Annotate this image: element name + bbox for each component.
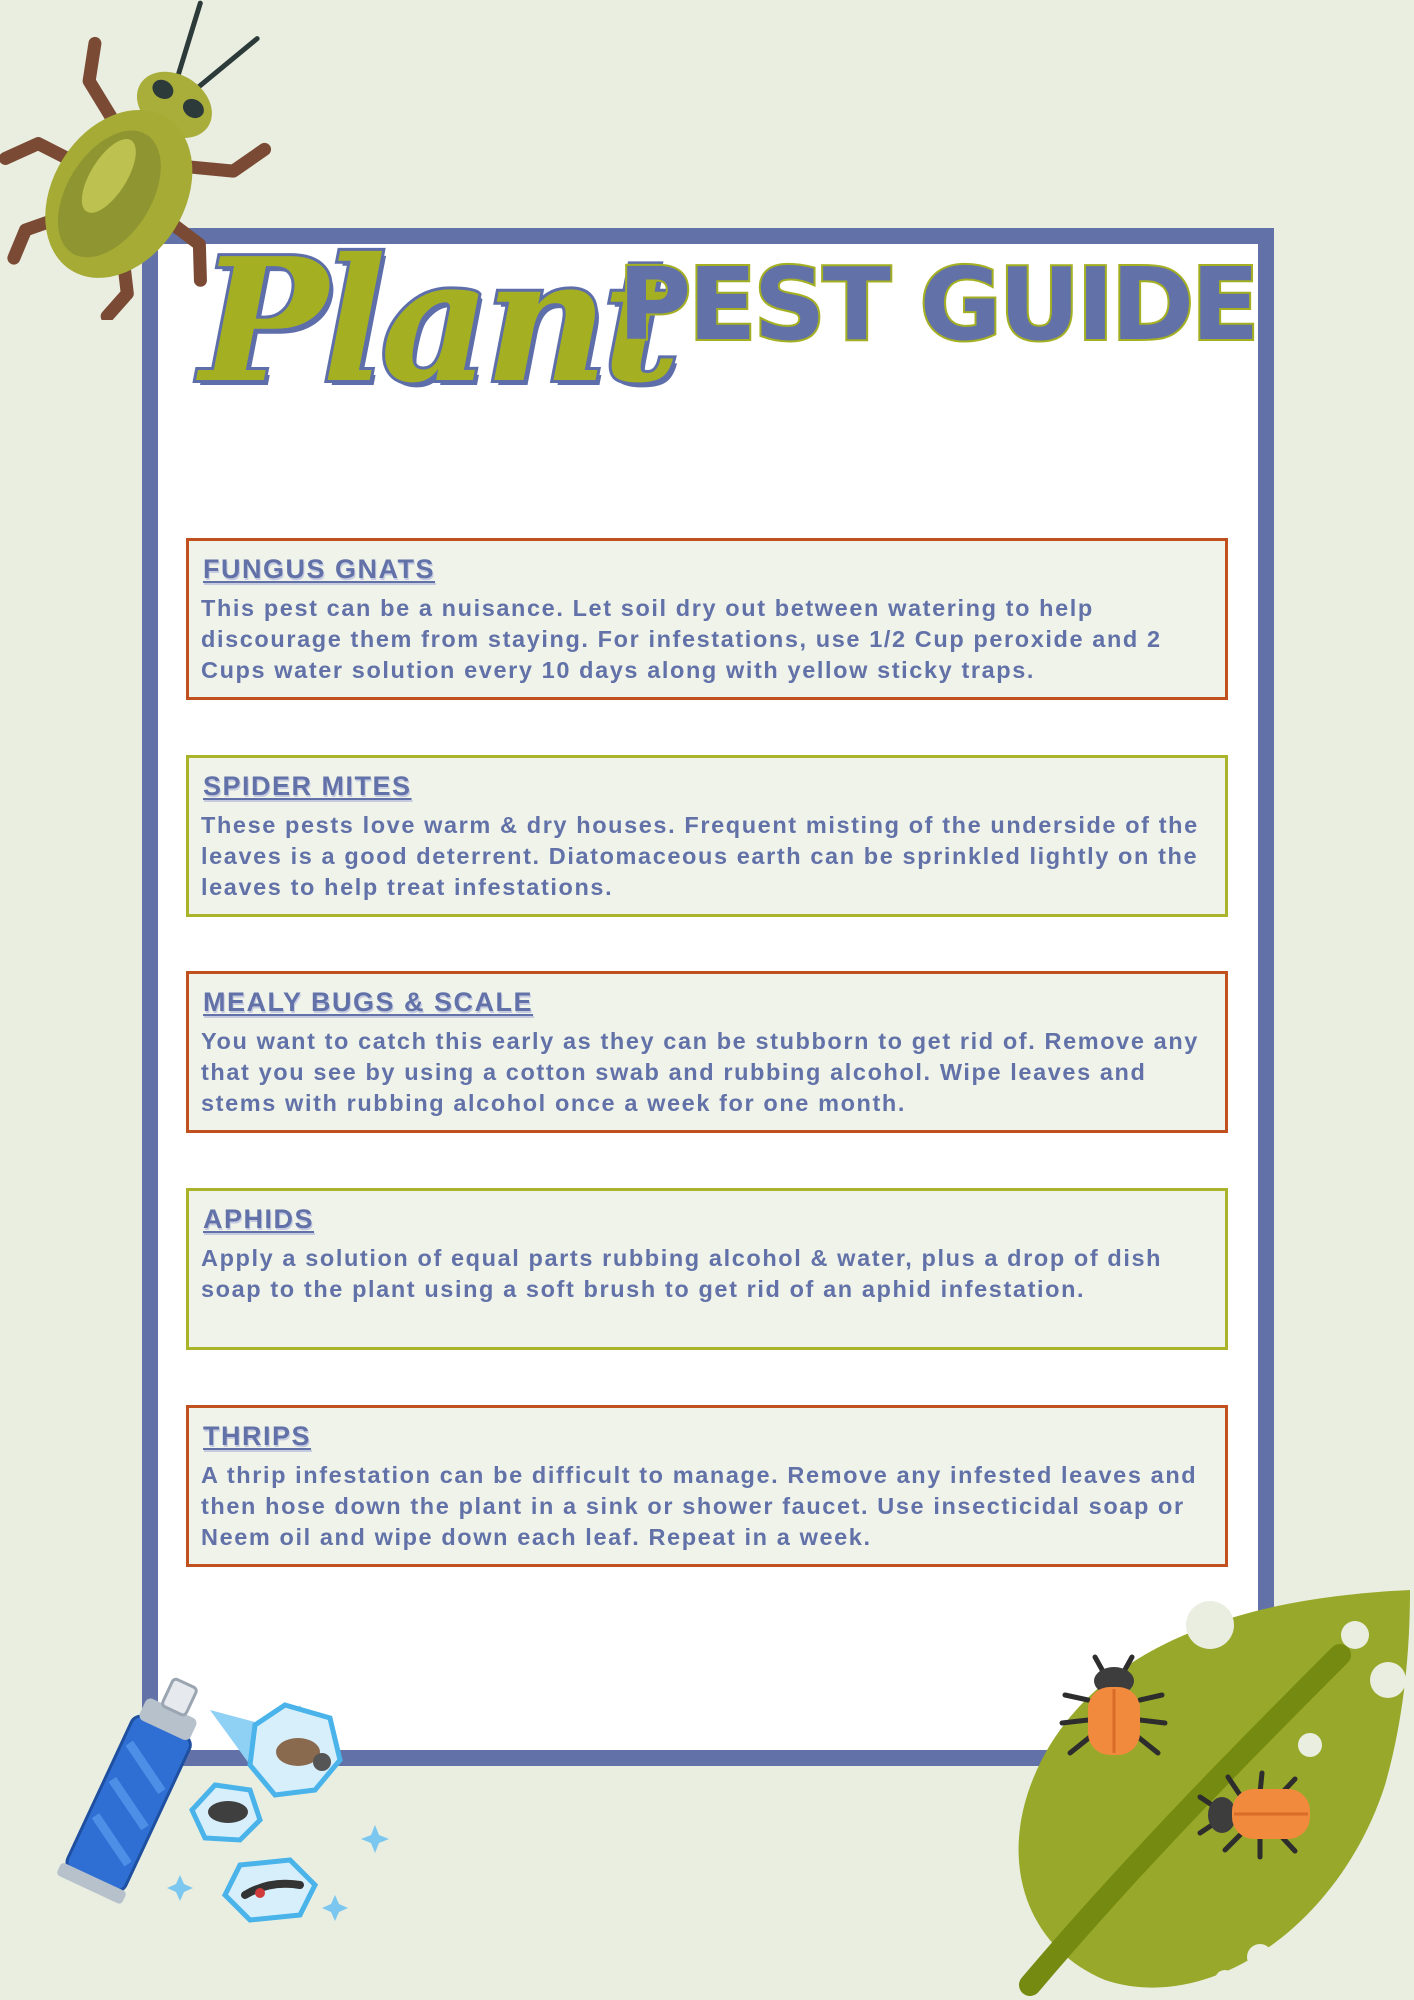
title-block-words: PEST GUIDE bbox=[618, 246, 1257, 363]
pest-card-aphids bbox=[186, 1188, 1228, 1350]
title-script-word: Plant bbox=[200, 221, 675, 421]
pest-name: FUNGUS GNATS bbox=[203, 554, 435, 584]
pest-description: This pest can be a nuisance. Let soil dry out between watering to help discourage them from staying. For infestations, use 1/2 Cup peroxide and 2 Cups water solution every 10 days along with yellow sticky traps. bbox=[201, 595, 1162, 683]
pest-name: THRIPS bbox=[203, 1421, 312, 1451]
pest-name: APHIDS bbox=[203, 1204, 315, 1234]
pest-card-thrips bbox=[186, 1405, 1228, 1567]
frozen-bugs-icon bbox=[180, 1690, 390, 1930]
leaf-with-bugs-icon bbox=[1010, 1585, 1414, 2000]
pest-description: These pests love warm & dry houses. Frequent misting of the underside of the leaves is a good deterrent. Diatomaceous earth can be sprinkled lightly on the leaves to help treat infestations. bbox=[201, 812, 1199, 900]
beetle-icon bbox=[0, 0, 280, 320]
pest-name: SPIDER MITES bbox=[203, 771, 412, 801]
pest-card-spider-mites bbox=[186, 755, 1228, 917]
pest-description: You want to catch this early as they can be stubborn to get rid of. Remove any that you see by using a cotton swab and rubbing alcohol. Wipe leaves and stems with rubbing alcohol once a week for one month. bbox=[201, 1028, 1199, 1116]
pest-card-fungus-gnats bbox=[186, 538, 1228, 700]
pest-card-mealy-bugs-scale bbox=[186, 971, 1228, 1133]
pest-description: A thrip infestation can be difficult to manage. Remove any infested leaves and then hose down the plant in a sink or shower faucet. Use insecticidal soap or Neem oil and wipe down each leaf. Repeat in a week. bbox=[201, 1462, 1198, 1550]
pest-name: MEALY BUGS & SCALE bbox=[203, 987, 534, 1017]
pest-description: Apply a solution of equal parts rubbing alcohol & water, plus a drop of dish soap to the plant using a soft brush to get rid of an aphid infestation. bbox=[201, 1245, 1163, 1302]
